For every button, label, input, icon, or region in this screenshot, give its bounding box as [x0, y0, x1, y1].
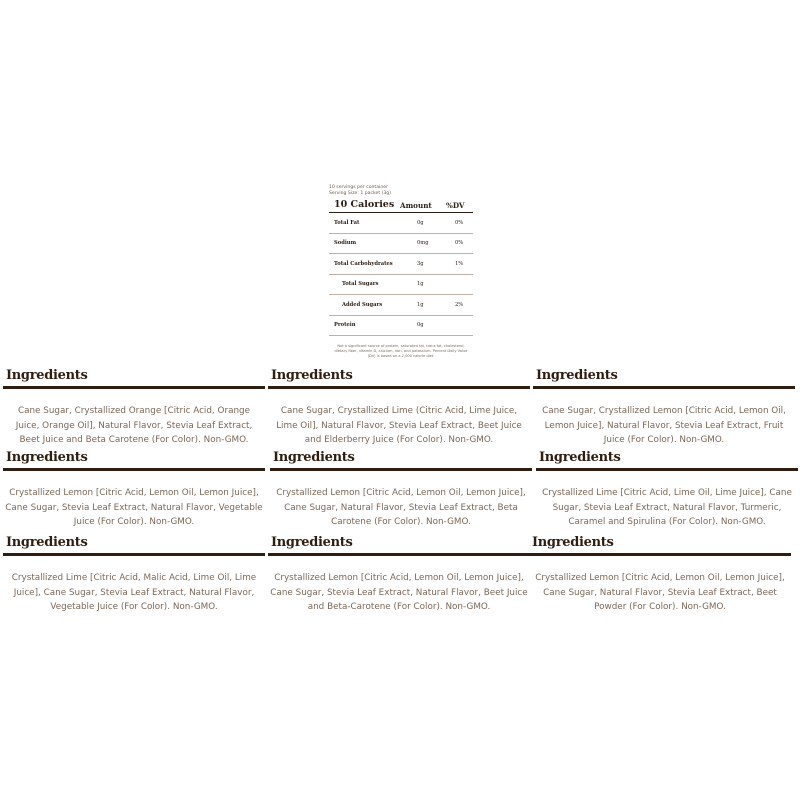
- heading-divider: [533, 386, 795, 389]
- nutrient-row: [329, 254, 473, 275]
- ingredients-block: [268, 368, 530, 448]
- nutrient-row: [329, 295, 473, 316]
- nutrient-amount: 0mg: [417, 240, 429, 247]
- heading-divider: [3, 386, 265, 389]
- ingredients-heading: Ingredients: [6, 535, 88, 550]
- calories-label: 10 Calories: [334, 199, 395, 210]
- ingredients-block: [529, 535, 791, 615]
- ingredients-block: [3, 535, 265, 615]
- heading-divider: [268, 553, 530, 556]
- nutrient-dv: 0%: [455, 219, 464, 226]
- nutrient-row: [329, 213, 473, 234]
- ingredients-text: Cane Sugar, Crystallized Lime (Citric Acid, Lime Juice, Lime Oil], Natural Flavor, Stevia Leaf Extract, Beet Juice and Elderberry Juice (For Color). Non-GMO.: [276, 406, 522, 446]
- ingredients-block: [533, 368, 795, 448]
- nutrient-dv: 1%: [455, 260, 464, 267]
- ingredients-text: Crystallized Lime [Citric Acid, Lime Oil, Lime Juice], Cane Sugar, Stevia Leaf Extract, Natural Flavor, Turmeric, Caramel and Spirulina (For Color). Non-GMO.: [542, 488, 792, 528]
- ingredients-heading: Ingredients: [271, 535, 353, 550]
- nutrient-label: Total Carbohydrates: [334, 260, 393, 267]
- ingredients-text: Cane Sugar, Crystallized Lemon [Citric Acid, Lemon Oil, Lemon Juice], Natural Flavor, Stevia Leaf Extract, Fruit Juice (For Color). Non-GMO.: [542, 406, 786, 446]
- ingredients-text: Crystallized Lemon [Citric Acid, Lemon Oil, Lemon Juice], Cane Sugar, Natural Flavor, Stevia Leaf Extract, Beet Powder (For Color). Non-GMO.: [535, 573, 785, 613]
- nutrient-row: [329, 316, 473, 337]
- servings-per-container: 10 servings per container: [329, 185, 388, 190]
- ingredients-heading: Ingredients: [273, 450, 355, 465]
- nutrition-footnote: Not a significant source of protein, saturated fat, trans fat, cholesterol, dietary fiber, vitamin D, calcium, iron, and potassium. Percent Daily Value (DV) is based on a 2,000 calorie diet.: [334, 344, 468, 358]
- heading-divider: [270, 468, 532, 471]
- heading-divider: [3, 553, 265, 556]
- nutrient-label: Total Sugars: [342, 281, 379, 288]
- ingredients-text: Crystallized Lemon [Citric Acid, Lemon Oil, Lemon Juice], Cane Sugar, Natural Flavor, Stevia Leaf Extract, Beta Carotene (For Color). Non-GMO.: [276, 488, 526, 528]
- ingredients-block: [268, 535, 530, 615]
- dv-header: %DV: [446, 201, 465, 210]
- nutrient-amount: 1g: [417, 281, 424, 288]
- ingredients-block: [3, 368, 265, 448]
- ingredients-text: Crystallized Lime [Citric Acid, Malic Acid, Lime Oil, Lime Juice], Cane Sugar, Stevia Leaf Extract, Natural Flavor, Vegetable Juice (For Color). Non-GMO.: [11, 573, 257, 613]
- nutrient-row: [329, 275, 473, 296]
- nutrient-label: Added Sugars: [342, 301, 383, 308]
- nutrient-row: [329, 234, 473, 255]
- ingredients-heading: Ingredients: [536, 368, 618, 383]
- nutrient-amount: 3g: [417, 260, 424, 267]
- heading-divider: [3, 468, 265, 471]
- serving-size: Serving Size: 1 packet (3g): [329, 191, 391, 196]
- nutrition-facts-panel: [329, 185, 473, 359]
- ingredients-text: Crystallized Lemon [Citric Acid, Lemon Oil, Lemon Juice], Cane Sugar, Stevia Leaf Extract, Natural Flavor, Vegetable Juice (For Color). Non-GMO.: [5, 488, 263, 528]
- ingredients-heading: Ingredients: [532, 535, 614, 550]
- heading-divider: [268, 386, 530, 389]
- ingredients-heading: Ingredients: [6, 450, 88, 465]
- ingredients-heading: Ingredients: [539, 450, 621, 465]
- nutrient-amount: 0g: [417, 219, 424, 226]
- nutrient-dv: 2%: [455, 301, 464, 308]
- nutrient-amount: 0g: [417, 322, 424, 329]
- nutrient-label: Total Fat: [334, 219, 360, 226]
- ingredients-text: Cane Sugar, Crystallized Orange [Citric Acid, Orange Juice, Orange Oil], Natural Flavor, Stevia Leaf Extract, Beet Juice and Beta Carotene (For Color). Non-GMO.: [15, 406, 253, 446]
- nutrient-label: Sodium: [334, 240, 357, 247]
- ingredients-text: Crystallized Lemon [Citric Acid, Lemon Oil, Lemon Juice], Cane Sugar, Stevia Leaf Extract, Natural Flavor, Beet Juice and Beta-Carotene (For Color). Non-GMO.: [270, 573, 528, 613]
- nutrition-header: [329, 199, 473, 213]
- nutrient-label: Protein: [334, 322, 356, 329]
- nutrient-amount: 1g: [417, 301, 424, 308]
- heading-divider: [536, 468, 798, 471]
- ingredients-block: [536, 450, 798, 530]
- amount-header: Amount: [400, 201, 432, 210]
- heading-divider: [529, 553, 791, 556]
- ingredients-heading: Ingredients: [6, 368, 88, 383]
- nutrient-dv: 0%: [455, 240, 464, 247]
- ingredients-block: [3, 450, 265, 530]
- ingredients-heading: Ingredients: [271, 368, 353, 383]
- ingredients-block: [270, 450, 532, 530]
